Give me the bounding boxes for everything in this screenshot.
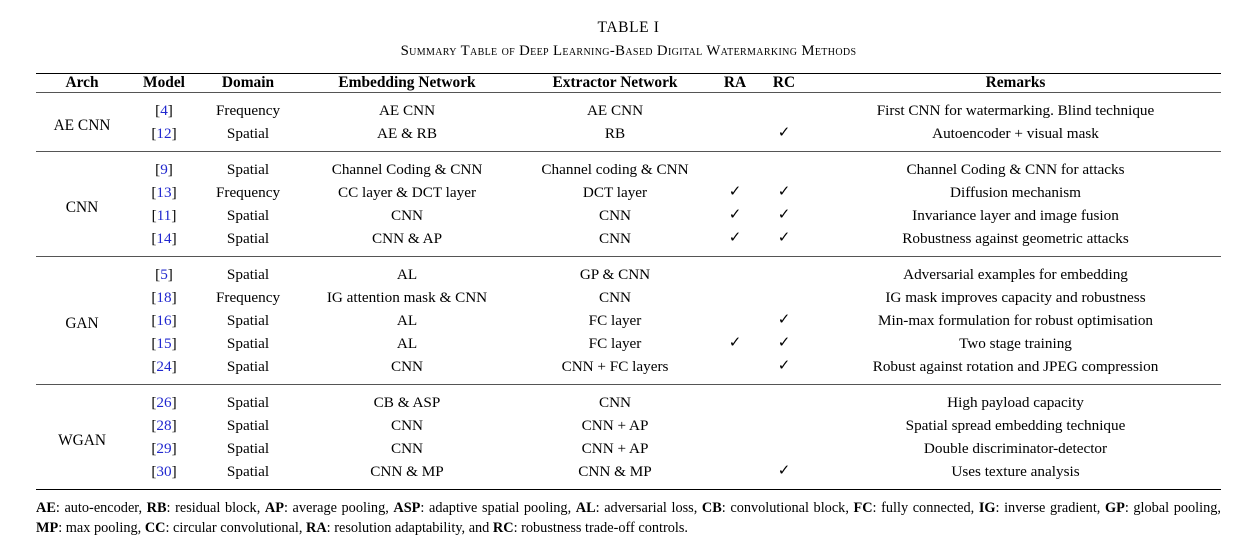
citation-number[interactable]: 9 (160, 161, 168, 178)
cell-extractor-network: CNN (598, 394, 632, 411)
citation-link[interactable]: [11] (151, 207, 177, 224)
cell-extractor-network: RB (604, 125, 626, 142)
check-icon: ✓ (728, 207, 742, 223)
table-row (36, 332, 1221, 355)
citation-link[interactable]: [15] (151, 335, 177, 352)
citation-number[interactable]: 12 (156, 125, 172, 142)
legend-meaning: : average pooling, (283, 500, 394, 516)
check-icon: ✓ (777, 207, 791, 223)
table-row (36, 385, 1221, 414)
abbreviation-legend (36, 499, 1221, 538)
table-row (36, 437, 1221, 460)
cell-rc-check (758, 385, 810, 414)
check-icon: ✓ (777, 125, 791, 141)
citation-link[interactable]: [16] (151, 312, 177, 329)
table-title: Summary Table of Deep Learning-Based Digital Watermarking Methods (400, 43, 857, 59)
citation-number[interactable]: 11 (156, 207, 172, 224)
legend-abbreviation: AE (36, 500, 56, 516)
citation-number[interactable]: 30 (156, 463, 172, 480)
citation-link[interactable]: [26] (151, 394, 177, 411)
legend-abbreviation: RB (146, 500, 167, 516)
cell-arch: GAN (65, 315, 99, 332)
cell-rc-check (758, 460, 810, 490)
cell-extractor-network: CNN + FC layers (561, 358, 669, 375)
table-header (36, 74, 1221, 94)
legend-meaning: : global pooling, (1124, 500, 1221, 516)
cell-embedding-network: CNN (390, 358, 424, 375)
cell-remarks: Double discriminator-detector (923, 440, 1108, 457)
cell-ra-check (712, 355, 758, 385)
cell-ra-check (712, 286, 758, 309)
citation-link[interactable]: [18] (151, 289, 177, 306)
cell-ra-check (712, 181, 758, 204)
cell-ra-check (712, 227, 758, 257)
citation-number[interactable]: 5 (160, 266, 168, 283)
cell-embedding-network: CC layer & DCT layer (337, 184, 477, 201)
cell-rc-check (758, 227, 810, 257)
citation-number[interactable]: 15 (156, 335, 172, 352)
summary-table (36, 73, 1221, 490)
cell-ra-check (712, 414, 758, 437)
cell-rc-check (758, 181, 810, 204)
table-row (36, 122, 1221, 152)
rule-bottom (36, 490, 1221, 491)
cell-rc-check (758, 414, 810, 437)
legend-meaning: : robustness trade-off controls. (513, 519, 689, 536)
cell-arch: AE CNN (53, 116, 111, 134)
cell-remarks: Robustness against geometric attacks (902, 230, 1129, 247)
cell-remarks: Two stage training (959, 335, 1072, 352)
cell-domain: Spatial (226, 417, 270, 434)
legend-meaning: : fully connected, (872, 500, 979, 516)
cell-extractor-network: GP & CNN (579, 266, 651, 283)
column-header-remarks: Remarks (985, 74, 1046, 91)
cell-embedding-network: CNN (390, 440, 424, 457)
header-row (36, 74, 1221, 93)
cell-remarks: Channel Coding & CNN for attacks (906, 161, 1125, 178)
column-header-model: Model (143, 74, 185, 91)
table-row (36, 257, 1221, 286)
cell-arch: WGAN (58, 431, 106, 449)
cell-remarks: Autoencoder + visual mask (932, 125, 1099, 142)
cell-ra-check (712, 152, 758, 181)
cell-embedding-network: CNN (390, 417, 424, 434)
table-container (36, 73, 1221, 490)
cell-extractor-network: CNN (598, 289, 632, 306)
cell-ra-check (712, 385, 758, 414)
cell-domain: Frequency (215, 184, 281, 201)
cell-domain: Spatial (226, 312, 270, 329)
legend-abbreviation: FC (853, 500, 873, 516)
legend-abbreviation: GP (1104, 500, 1125, 516)
cell-embedding-network: AL (396, 335, 418, 352)
table-row (36, 181, 1221, 204)
table-row (36, 204, 1221, 227)
cell-extractor-network: FC layer (588, 335, 642, 352)
check-icon: ✓ (777, 184, 791, 200)
cell-embedding-network: AL (396, 266, 418, 283)
cell-domain: Spatial (226, 335, 270, 352)
cell-remarks: Invariance layer and image fusion (912, 207, 1119, 224)
citation-number[interactable]: 14 (156, 230, 172, 247)
legend-meaning: : adversarial loss, (595, 500, 702, 516)
column-header-domain: Domain (221, 74, 275, 91)
check-icon: ✓ (777, 463, 791, 479)
cell-embedding-network: CNN (390, 207, 424, 224)
legend-meaning: : resolution adaptability, (326, 519, 469, 536)
citation-link[interactable]: [12] (151, 125, 177, 142)
cell-extractor-network: AE CNN (586, 102, 644, 119)
cell-extractor-network: CNN (598, 230, 632, 247)
table-row (36, 227, 1221, 257)
cell-domain: Spatial (226, 463, 270, 480)
check-icon: ✓ (777, 358, 791, 374)
table-row (36, 460, 1221, 490)
citation-link[interactable]: [14] (151, 230, 177, 247)
citation-number[interactable]: 29 (156, 440, 172, 457)
legend-conjunction: and (468, 519, 493, 536)
column-header-embedding: Embedding Network (338, 74, 476, 91)
citation-link[interactable]: [28] (151, 417, 177, 434)
cell-embedding-network: AE CNN (378, 102, 436, 119)
cell-embedding-network: Channel Coding & CNN (331, 161, 483, 178)
citation-link[interactable]: [30] (151, 463, 177, 480)
legend-abbreviation: AP (264, 500, 284, 516)
table-row (36, 414, 1221, 437)
cell-ra-check (712, 93, 758, 122)
cell-domain: Frequency (215, 102, 281, 119)
check-icon: ✓ (777, 230, 791, 246)
cell-extractor-network: CNN + AP (581, 440, 649, 457)
cell-embedding-network: IG attention mask & CNN (326, 289, 488, 306)
cell-embedding-network: AE & RB (377, 125, 437, 142)
legend-abbreviation: ASP (393, 500, 421, 516)
table-row (36, 152, 1221, 181)
cell-rc-check (758, 437, 810, 460)
citation-link[interactable]: [29] (151, 440, 177, 457)
legend-abbreviation: MP (36, 519, 59, 536)
cell-remarks: Robust against rotation and JPEG compression (872, 358, 1159, 375)
cell-extractor-network: CNN (598, 207, 632, 224)
column-header-ra: RA (723, 74, 747, 91)
table-row (36, 355, 1221, 385)
citation-number[interactable]: 26 (156, 394, 172, 411)
cell-remarks: IG mask improves capacity and robustness (885, 289, 1146, 306)
legend-meaning: : circular convolutional, (165, 519, 307, 536)
cell-domain: Spatial (226, 266, 270, 283)
cell-domain: Spatial (226, 230, 270, 247)
citation-link[interactable]: [9] (155, 161, 173, 178)
cell-arch: CNN (65, 198, 99, 216)
cell-extractor-network: CNN + AP (581, 417, 649, 434)
cell-rc-check (758, 332, 810, 355)
citation-number[interactable]: 4 (160, 102, 168, 119)
cell-ra-check (712, 332, 758, 355)
cell-extractor-network: CNN & MP (578, 463, 652, 480)
legend-abbreviation: CC (144, 519, 166, 536)
cell-embedding-network: CNN & AP (371, 230, 443, 247)
citation-number[interactable]: 28 (156, 417, 172, 434)
cell-domain: Spatial (226, 207, 270, 224)
table-row (36, 93, 1221, 122)
check-icon: ✓ (728, 184, 742, 200)
column-header-rc: RC (772, 74, 796, 91)
cell-remarks: High payload capacity (947, 394, 1084, 411)
cell-remarks: Spatial spread embedding technique (905, 417, 1126, 434)
cell-ra-check (712, 309, 758, 332)
cell-domain: Spatial (226, 394, 270, 411)
table-number: TABLE I (597, 19, 660, 36)
column-header-arch: Arch (65, 74, 99, 91)
cell-domain: Spatial (226, 358, 270, 375)
legend-meaning: : residual block, (166, 500, 265, 516)
legend-meaning: : auto-encoder, (55, 500, 147, 516)
check-icon: ✓ (728, 230, 742, 246)
legend-abbreviation: AL (575, 500, 596, 516)
cell-embedding-network: CNN & MP (370, 463, 444, 480)
legend-meaning: : inverse gradient, (995, 500, 1105, 516)
citation-link[interactable]: [5] (155, 266, 173, 283)
check-icon: ✓ (777, 335, 791, 351)
cell-rc-check (758, 93, 810, 122)
citation-number[interactable]: 24 (156, 358, 172, 375)
check-icon: ✓ (777, 312, 791, 328)
cell-remarks: Min-max formulation for robust optimisation (877, 312, 1154, 329)
cell-remarks: First CNN for watermarking. Blind technique (876, 102, 1155, 119)
cell-rc-check (758, 257, 810, 286)
table-body (36, 93, 1221, 490)
cell-remarks: Uses texture analysis (951, 463, 1080, 480)
citation-number[interactable]: 18 (156, 289, 172, 306)
cell-domain: Spatial (226, 440, 270, 457)
legend-meaning: : adaptive spatial pooling, (420, 500, 576, 516)
check-icon: ✓ (728, 335, 742, 351)
cell-remarks: Diffusion mechanism (950, 184, 1081, 201)
cell-ra-check (712, 257, 758, 286)
cell-domain: Spatial (226, 161, 270, 178)
cell-embedding-network: AL (396, 312, 418, 329)
column-header-extractor: Extractor Network (552, 74, 678, 91)
cell-remarks: Adversarial examples for embedding (903, 266, 1128, 283)
legend-abbreviation: CB (701, 500, 722, 516)
cell-rc-check (758, 204, 810, 227)
cell-embedding-network: CB & ASP (373, 394, 441, 411)
legend-meaning: : convolutional block, (721, 500, 854, 516)
cell-rc-check (758, 122, 810, 152)
cell-domain: Spatial (226, 125, 270, 142)
citation-number[interactable]: 16 (156, 312, 172, 329)
cell-rc-check (758, 152, 810, 181)
table-row (36, 309, 1221, 332)
cell-extractor-network: Channel coding & CNN (541, 161, 689, 178)
legend-abbreviation: RA (306, 519, 327, 536)
citation-link[interactable]: [13] (151, 184, 177, 201)
cell-ra-check (712, 204, 758, 227)
legend-abbreviation: IG (978, 500, 996, 516)
legend-abbreviation: RC (492, 519, 514, 536)
cell-extractor-network: DCT layer (582, 184, 648, 201)
legend-meaning: : max pooling, (58, 519, 145, 536)
table-footer (36, 490, 1221, 491)
table-caption (0, 0, 1257, 62)
cell-ra-check (712, 122, 758, 152)
cell-domain: Frequency (215, 289, 281, 306)
cell-rc-check (758, 355, 810, 385)
citation-number[interactable]: 13 (156, 184, 172, 201)
cell-rc-check (758, 309, 810, 332)
citation-link[interactable]: [24] (151, 358, 177, 375)
cell-extractor-network: FC layer (588, 312, 642, 329)
cell-rc-check (758, 286, 810, 309)
cell-ra-check (712, 460, 758, 490)
cell-ra-check (712, 437, 758, 460)
citation-link[interactable]: [4] (155, 102, 173, 119)
table-row (36, 286, 1221, 309)
